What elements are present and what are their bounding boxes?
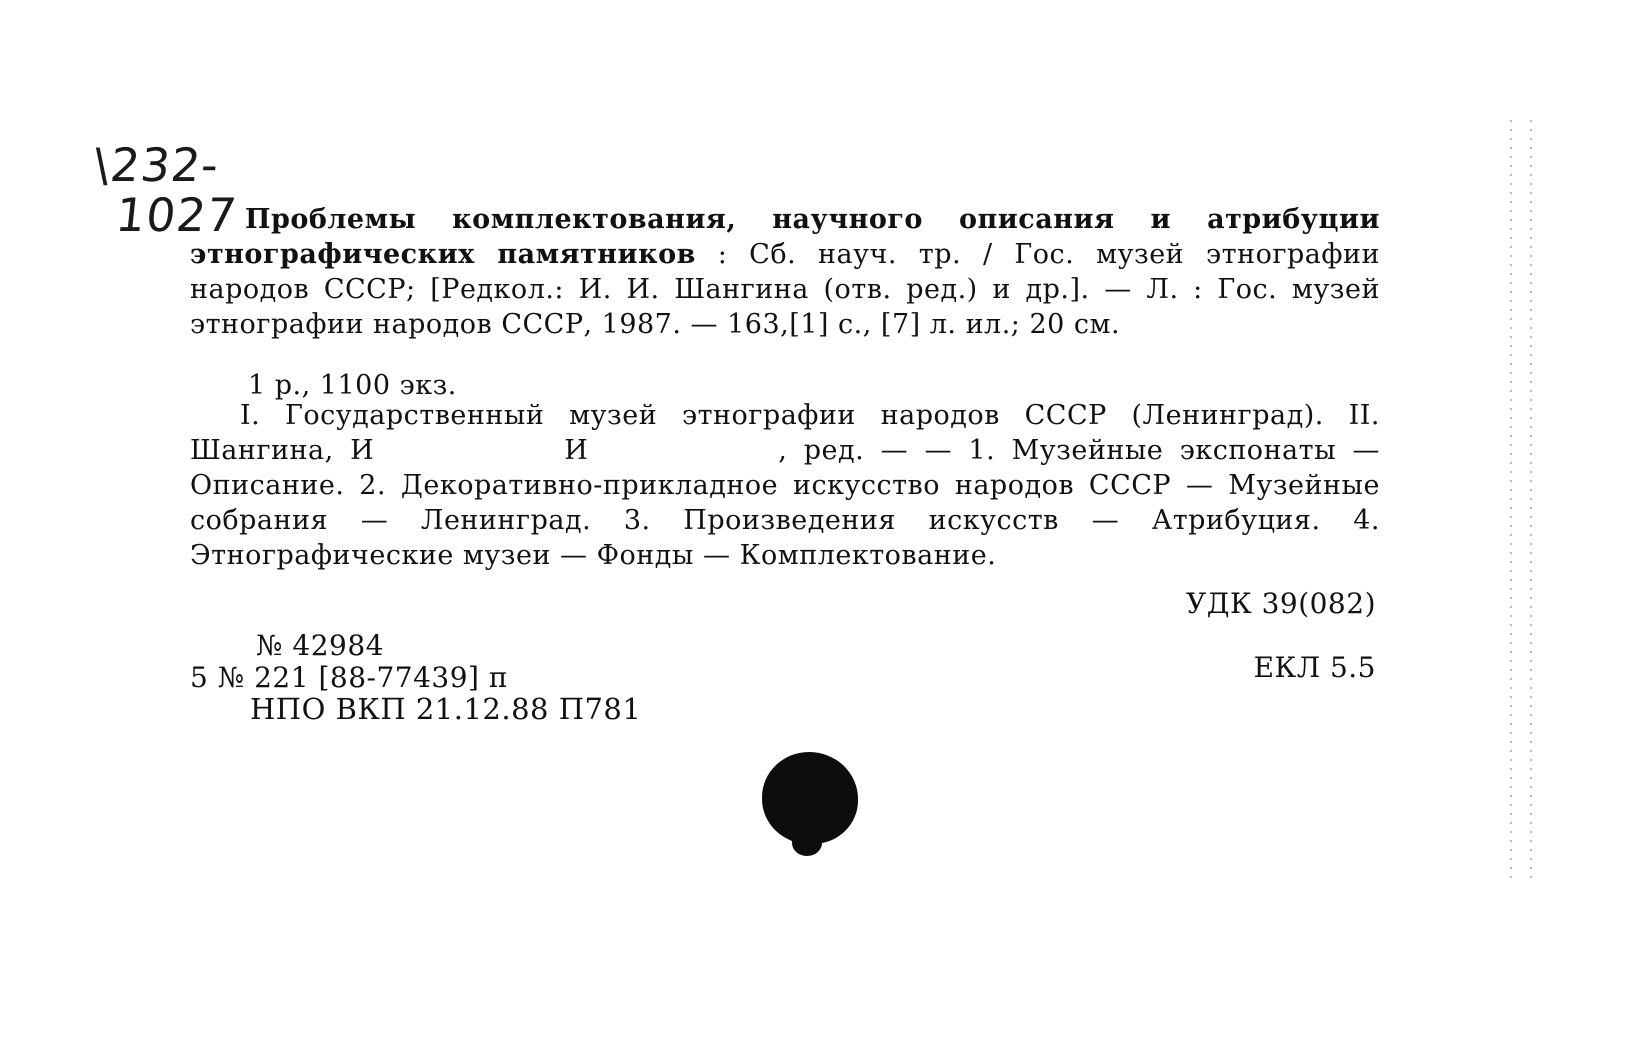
card-number: № 42984 bbox=[256, 629, 384, 662]
udc-classification: УДК 39(082) bbox=[1186, 587, 1376, 620]
entry-description: : Сб. науч. тр. / Гос. музей этнографии народов СССР; [Редкол.: И. И. Шангина (отв. ред.) и др.]. — Л. : Гос. музей этнографии народов СССР, 1987. — 163,[1] с., [7] л. ил.; 20 см. bbox=[190, 239, 1380, 340]
tracings-block bbox=[190, 398, 1380, 573]
ekl-classification: ЕКЛ 5.5 bbox=[1253, 651, 1376, 684]
handwritten-shelfmark-line-2: 1027 bbox=[113, 188, 240, 242]
card-punch-hole bbox=[762, 752, 858, 844]
bibliographic-entry bbox=[190, 202, 1380, 342]
order-number-line: 5 № 221 [88-77439] п bbox=[190, 661, 509, 694]
printer-imprint-line: НПО ВКП 21.12.88 П781 bbox=[250, 692, 642, 726]
entry-title: Проблемы комплектования, научного описания и атрибуции этнографических памятников bbox=[190, 204, 1380, 270]
scan-edge-dots bbox=[1530, 120, 1532, 880]
tracings-part-1: I. Государственный музей этнографии народов СССР (Ленинград). II. Шангина, И bbox=[190, 400, 1380, 466]
price-and-print-run: 1 р., 1100 экз. bbox=[248, 370, 457, 401]
tracings-part-2: И bbox=[564, 435, 589, 466]
tracings-part-3: , ред. — — 1. Музейные экспонаты — Описание. 2. Декоративно-прикладное искусство народов СССР — Музейные собрания — Ленинград. 3. Произведения искусств — Атрибуция. 4. Этнографические музеи — Фонды — Комплектование. bbox=[190, 435, 1380, 571]
scan-edge-dots bbox=[1510, 120, 1512, 880]
handwritten-shelfmark-line-1: \232- bbox=[91, 138, 222, 192]
